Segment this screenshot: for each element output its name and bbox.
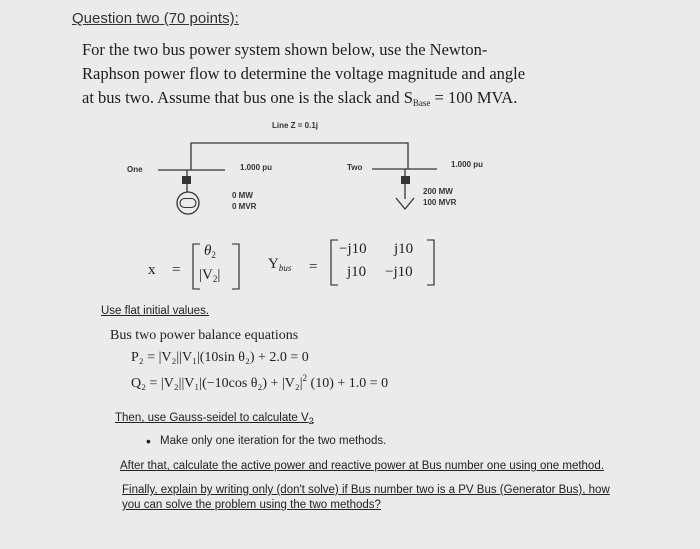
finally-instruction-line-1: Finally, explain by writing only (don't solve) if Bus number two is a PV Bus (Generator Bus), how [122,484,610,496]
x-label: x [148,262,156,278]
ybus-11: −j10 [339,241,367,257]
gauss-seidel-subscript: 2 [308,416,314,426]
bus-one-mvr: 0 MVR [232,202,257,211]
ybus-label [268,256,291,273]
ybus-21: j10 [347,264,367,280]
gauss-seidel-text: Then, use Gauss-seidel to calculate V [115,412,309,424]
line-impedance-label: Line Z = 0.1j [272,121,319,130]
transmission-line [191,143,408,170]
ybus-equals: = [309,259,318,275]
q2-equation-text: Q₂ = |V₂||V₁|(−10cos θ₂) + |V₂| [131,376,303,391]
ybus-subscript: bus [278,263,292,273]
theta-2 [204,243,216,260]
bullet-icon: • [146,433,151,449]
x-equals: = [172,262,181,278]
generator-icon [177,192,199,214]
bus-one-breaker-icon [182,176,191,184]
bus-one-voltage: 1.000 pu [240,163,273,172]
statement-line-3-end: = 100 MVA. [430,88,518,107]
theta-symbol: θ [204,243,212,259]
bus-two-breaker-icon [401,176,410,184]
bus-two-voltage: 1.000 pu [451,160,484,169]
statement-line-1: For the two bus power system shown below, use the Newton- [82,40,488,59]
q2-equation-end: (10) + 1.0 = 0 [307,376,389,391]
q2-equation [131,373,388,392]
gauss-seidel-note [115,412,314,426]
bus-one-label: One [127,165,143,174]
q2-exponent: 2 [302,373,308,383]
s-base-subscript: Base [412,98,431,108]
ybus-22: −j10 [385,264,413,280]
v2-bar-end: | [217,267,221,283]
statement-line-3-text: at bus two. Assume that bus one is the slack and S [82,88,413,107]
finally-instruction-line-2: you can solve the problem using the two methods? [122,499,381,511]
v2-symbol: |V [199,267,213,283]
theta-subscript: 2 [211,250,216,260]
bus-one-mw: 0 MW [232,191,253,200]
load-mvr: 100 MVR [423,198,457,207]
p2-equation: P₂ = |V₂||V₁|(10sin θ₂) + 2.0 = 0 [131,350,309,365]
load-mw: 200 MW [423,187,453,196]
v2-subscript: 2 [212,274,218,284]
flat-start-note: Use flat initial values. [101,305,210,317]
load-arrow-icon [396,198,414,209]
balance-heading: Bus two power balance equations [110,328,299,343]
y-symbol: Y [268,256,279,272]
iteration-note: Make only one iteration for the two methods. [160,435,387,447]
statement-line-2: Raphson power flow to determine the voltage magnitude and angle [82,64,526,83]
after-that-instruction: After that, calculate the active power and reactive power at Bus number one using one method. [120,460,604,472]
bus-two-label: Two [347,163,363,172]
ybus-12: j10 [394,241,414,257]
v2-magnitude [199,267,220,284]
question-heading: Question two (70 points): [72,10,239,27]
